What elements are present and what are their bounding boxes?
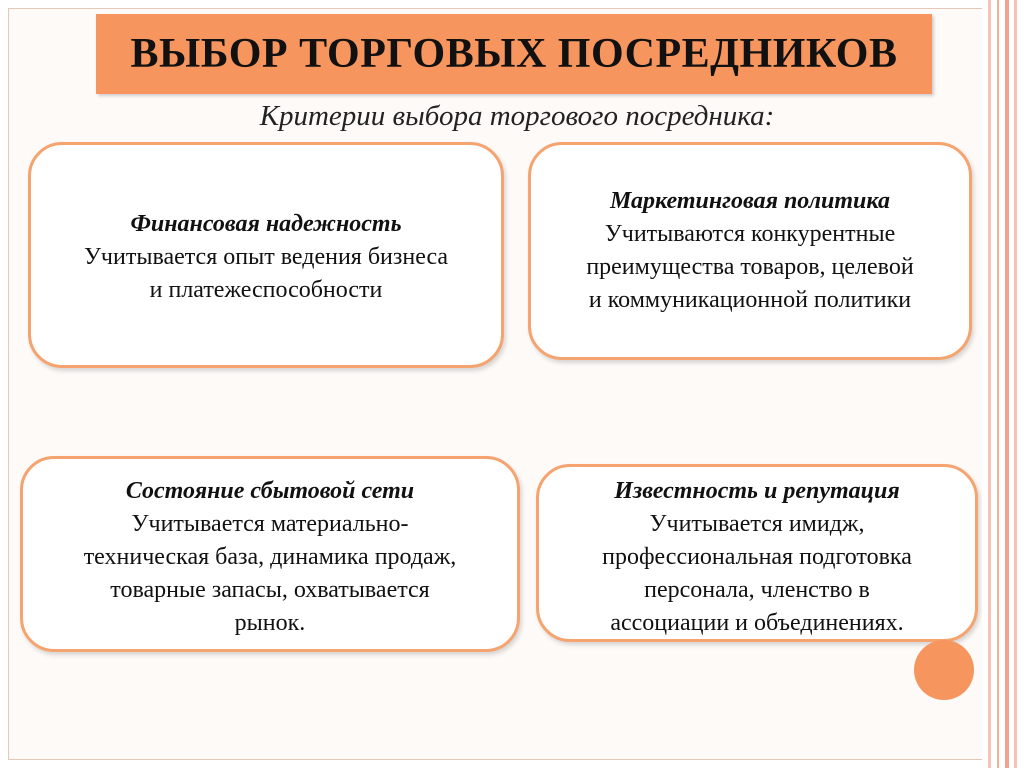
criteria-card-distribution bbox=[20, 456, 520, 652]
card-heading: Маркетинговая политика bbox=[610, 188, 890, 214]
criteria-card-marketing bbox=[528, 142, 972, 360]
slide-subtitle: Критерии выбора торгового посредника: bbox=[259, 100, 775, 132]
criteria-card-financial bbox=[28, 142, 504, 368]
card-body: Учитывается материально- техническая база, динамика продаж, товарные запасы, охватывается рынок. bbox=[83, 511, 457, 636]
card-body: Учитываются конкурентные преимущества товаров, целевой и коммуникационной политики bbox=[586, 221, 914, 313]
card-heading: Состояние сбытовой сети bbox=[125, 478, 415, 504]
slide-title: ВЫБОР ТОРГОВЫХ ПОСРЕДНИКОВ bbox=[130, 31, 898, 77]
title-bar bbox=[96, 14, 932, 94]
card-heading: Финансовая надежность bbox=[130, 211, 402, 237]
decorative-circle bbox=[914, 640, 974, 700]
card-body: Учитывается опыт ведения бизнеса и платежеспособности bbox=[83, 244, 449, 303]
card-body: Учитывается имидж, профессиональная подготовка персонала, членство в ассоциации и объединениях. bbox=[602, 511, 912, 636]
criteria-card-reputation bbox=[536, 464, 978, 642]
card-heading: Известность и репутация bbox=[614, 478, 900, 504]
